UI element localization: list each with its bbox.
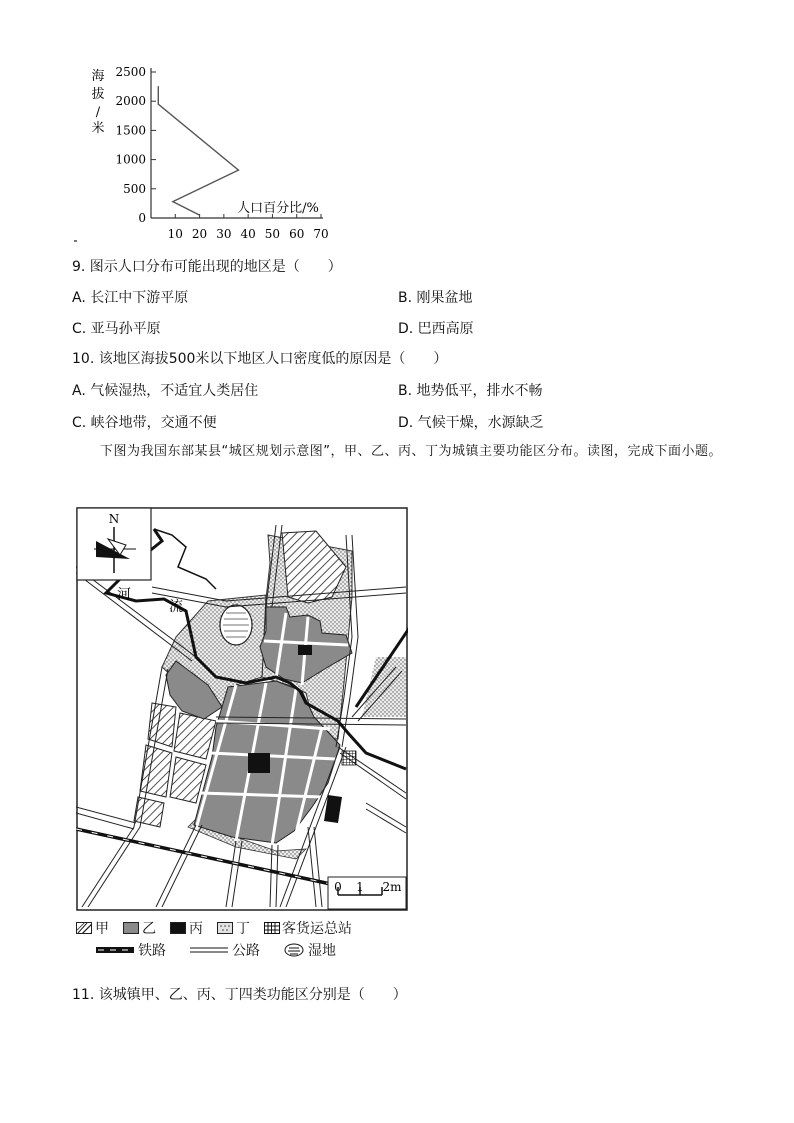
legend-jia — [76, 918, 109, 938]
legend-ding — [217, 918, 250, 938]
river-label-2: 流 — [169, 599, 183, 615]
question-9-stem: 9. 图示人口分布可能出现的地区是（ ） — [72, 259, 342, 275]
data-point-4 — [158, 86, 159, 87]
legend-jia-label: 甲 — [95, 921, 109, 937]
y-tick-label-0: 0 — [138, 211, 146, 225]
q9-option-d: D. 巴西高原 — [398, 321, 474, 337]
chart-ylabel-1: 海 — [91, 69, 105, 84]
q10-option-d: D. 气候干燥，水源缺乏 — [398, 415, 544, 431]
scale-label-1: 1 — [356, 880, 364, 894]
legend-station-swatch — [264, 922, 280, 934]
river-label-1: 河 — [117, 587, 131, 603]
q9-option-b: B. 刚果盆地 — [398, 290, 473, 306]
q10-option-c: C. 峡谷地带，交通不便 — [72, 415, 217, 431]
legend-railway — [96, 940, 166, 960]
legend-row-2 — [96, 940, 336, 960]
chart-ylabel-4: 米 — [91, 121, 105, 136]
stray-mark — [74, 240, 77, 242]
chart-xlabel: 人口百分比/% — [237, 201, 319, 216]
y-tick-label-5: 2500 — [115, 65, 146, 79]
question-11-stem: 11. 该城镇甲、乙、丙、丁四类功能区分别是（ ） — [72, 987, 407, 1003]
legend-yi-swatch — [123, 922, 139, 934]
legend-bing-swatch — [170, 922, 186, 934]
map-intro-text: 下图为我国东部某县“城区规划示意图”，甲、乙、丙、丁为城镇主要功能区分布。读图，完成下面小题。 — [100, 444, 722, 459]
legend-railway-label: 铁路 — [138, 943, 166, 959]
q10-option-b: B. 地势低平，排水不畅 — [398, 383, 543, 399]
y-tick-label-1: 500 — [123, 181, 146, 196]
chart-ylabel-3: / — [95, 105, 101, 120]
legend-row-1 — [76, 918, 352, 938]
data-point-2 — [238, 170, 239, 171]
question-10-stem: 10. 该地区海拔500米以下地区人口密度低的原因是（ ） — [72, 351, 448, 367]
legend-wetland-swatch — [284, 943, 304, 957]
x-tick-label-0: 10 — [167, 227, 183, 241]
legend-railway-swatch — [96, 946, 134, 954]
data-point-1 — [172, 201, 173, 202]
q9-option-a: A. 长江中下游平原 — [72, 290, 189, 306]
legend-highway-label: 公路 — [232, 943, 260, 959]
y-tick-label-4: 2000 — [115, 94, 146, 109]
x-tick-label-1: 20 — [191, 227, 208, 241]
x-tick-label-4: 50 — [264, 227, 281, 241]
legend-wetland-label: 湿地 — [308, 943, 336, 959]
x-tick-label-6: 70 — [313, 227, 329, 241]
chart-ylabel-2: 拔 — [91, 87, 105, 102]
series-line — [158, 87, 238, 215]
legend-yi-label: 乙 — [142, 921, 156, 937]
scale-label-2: 2m — [382, 880, 402, 894]
x-tick-label-3: 40 — [240, 227, 256, 241]
legend-yi — [123, 918, 156, 938]
legend-bing-label: 丙 — [189, 921, 203, 937]
legend-station — [264, 918, 352, 938]
zone-jia-west-3 — [140, 745, 172, 797]
north-label: N — [108, 512, 120, 526]
data-point-3 — [158, 104, 159, 105]
zone-bing-centre — [248, 753, 270, 773]
legend-ding-swatch — [217, 922, 233, 934]
legend-highway-swatch — [190, 946, 228, 954]
scale-label-0: 0 — [334, 880, 342, 894]
x-tick-label-2: 30 — [216, 227, 232, 241]
legend-highway — [190, 940, 260, 960]
q9-option-c: C. 亚马孙平原 — [72, 321, 161, 337]
legend-station-label: 客货运总站 — [282, 921, 352, 937]
legend-bing — [170, 918, 203, 938]
y-tick-label-2: 1000 — [115, 152, 146, 167]
zone-bing-north — [298, 645, 312, 655]
q10-option-a: A. 气候湿热，不适宜人类居住 — [72, 383, 259, 399]
legend-jia-swatch — [76, 922, 92, 934]
city-plan-map — [76, 507, 408, 911]
data-point-0 — [199, 214, 200, 215]
y-tick-label-3: 1500 — [115, 123, 146, 138]
legend-wetland — [284, 940, 336, 960]
altitude-population-chart — [70, 58, 350, 248]
legend-ding-label: 丁 — [236, 921, 250, 937]
x-tick-label-5: 60 — [289, 227, 305, 241]
